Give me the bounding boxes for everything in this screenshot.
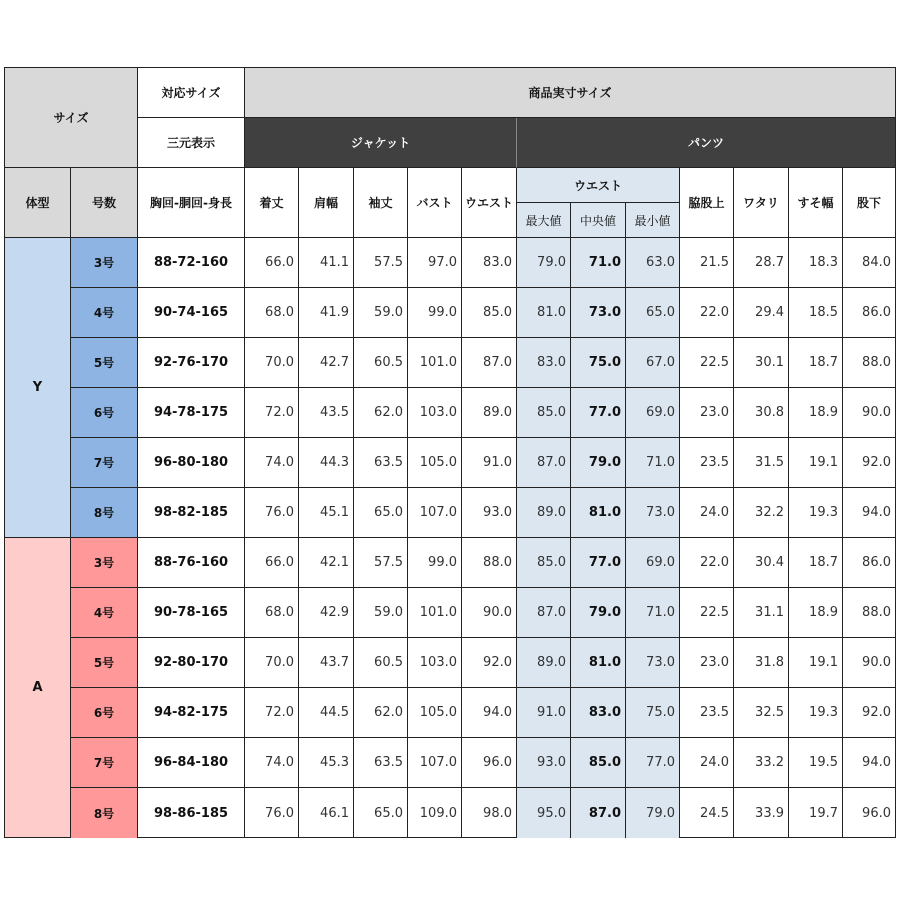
dims-cell: 90-74-165 bbox=[138, 288, 245, 338]
value-cell: 81.0 bbox=[517, 288, 571, 338]
value-cell: 19.1 bbox=[789, 438, 843, 488]
body-type-cell: A bbox=[5, 538, 71, 838]
value-cell: 18.7 bbox=[789, 538, 843, 588]
value-cell: 91.0 bbox=[462, 438, 517, 488]
value-cell: 22.0 bbox=[680, 538, 734, 588]
value-cell: 22.5 bbox=[680, 588, 734, 638]
size-number-cell: 6号 bbox=[71, 688, 138, 738]
value-cell: 22.0 bbox=[680, 288, 734, 338]
dims-cell: 92-80-170 bbox=[138, 638, 245, 688]
value-cell: 90.0 bbox=[843, 638, 895, 688]
size-number-cell: 7号 bbox=[71, 438, 138, 488]
value-cell: 18.9 bbox=[789, 588, 843, 638]
value-cell: 45.3 bbox=[299, 738, 354, 788]
value-cell: 24.0 bbox=[680, 488, 734, 538]
value-cell: 85.0 bbox=[517, 538, 571, 588]
value-cell: 67.0 bbox=[626, 338, 680, 388]
size-number-cell: 8号 bbox=[71, 788, 138, 838]
dims-cell: 98-82-185 bbox=[138, 488, 245, 538]
dims-cell: 92-76-170 bbox=[138, 338, 245, 388]
jacket-header: ジャケット bbox=[245, 118, 517, 168]
value-cell: 23.5 bbox=[680, 688, 734, 738]
three-dim-header: 三元表示 bbox=[138, 118, 245, 168]
value-cell: 83.0 bbox=[571, 688, 626, 738]
value-cell: 76.0 bbox=[245, 488, 299, 538]
dims-header: 胸回-胴回-身長 bbox=[138, 168, 245, 238]
value-cell: 86.0 bbox=[843, 538, 895, 588]
column-header: すそ幅 bbox=[789, 168, 843, 238]
size-number-cell: 8号 bbox=[71, 488, 138, 538]
value-cell: 65.0 bbox=[354, 788, 408, 838]
size-number-cell: 5号 bbox=[71, 338, 138, 388]
value-cell: 32.2 bbox=[734, 488, 789, 538]
value-cell: 43.5 bbox=[299, 388, 354, 438]
value-cell: 85.0 bbox=[571, 738, 626, 788]
dims-cell: 90-78-165 bbox=[138, 588, 245, 638]
value-cell: 30.8 bbox=[734, 388, 789, 438]
value-cell: 70.0 bbox=[245, 638, 299, 688]
dims-cell: 96-80-180 bbox=[138, 438, 245, 488]
value-cell: 33.9 bbox=[734, 788, 789, 838]
column-header: 中央値 bbox=[571, 203, 626, 238]
value-cell: 101.0 bbox=[408, 588, 462, 638]
value-cell: 62.0 bbox=[354, 388, 408, 438]
value-cell: 85.0 bbox=[517, 388, 571, 438]
value-cell: 22.5 bbox=[680, 338, 734, 388]
value-cell: 72.0 bbox=[245, 388, 299, 438]
value-cell: 96.0 bbox=[862, 805, 891, 821]
dims-cell: 94-78-175 bbox=[138, 388, 245, 438]
column-header: 股下 bbox=[843, 168, 895, 238]
value-cell: 31.1 bbox=[734, 588, 789, 638]
value-cell: 66.0 bbox=[245, 538, 299, 588]
value-cell: 93.0 bbox=[517, 738, 571, 788]
value-cell: 70.0 bbox=[245, 338, 299, 388]
value-cell: 69.0 bbox=[626, 538, 680, 588]
value-cell: 93.0 bbox=[462, 488, 517, 538]
value-cell: 42.7 bbox=[299, 338, 354, 388]
value-cell: 44.5 bbox=[299, 688, 354, 738]
column-header: 最大値 bbox=[517, 203, 571, 238]
value-cell: 24.0 bbox=[680, 738, 734, 788]
value-cell: 31.8 bbox=[734, 638, 789, 688]
value-cell: 79.0 bbox=[571, 588, 626, 638]
value-cell: 63.5 bbox=[354, 438, 408, 488]
value-cell: 107.0 bbox=[408, 488, 462, 538]
value-cell: 21.5 bbox=[680, 238, 734, 288]
value-cell: 79.0 bbox=[626, 788, 680, 838]
value-cell: 96.0 bbox=[462, 738, 517, 788]
value-cell: 41.9 bbox=[299, 288, 354, 338]
value-cell: 33.2 bbox=[734, 738, 789, 788]
value-cell: 90.0 bbox=[462, 588, 517, 638]
value-cell: 92.0 bbox=[843, 688, 895, 738]
compatible-size-header: 対応サイズ bbox=[138, 68, 245, 118]
body-type-cell: Y bbox=[5, 238, 71, 538]
size-number-cell: 4号 bbox=[71, 288, 138, 338]
value-cell: 92.0 bbox=[462, 638, 517, 688]
value-cell: 57.5 bbox=[354, 538, 408, 588]
value-cell: 65.0 bbox=[626, 288, 680, 338]
value-cell: 44.3 bbox=[299, 438, 354, 488]
dims-cell: 88-76-160 bbox=[138, 538, 245, 588]
value-cell: 81.0 bbox=[571, 638, 626, 688]
value-cell: 18.5 bbox=[789, 288, 843, 338]
value-cell: 83.0 bbox=[517, 338, 571, 388]
body-type-header: 体型 bbox=[5, 168, 71, 238]
value-cell: 59.0 bbox=[354, 588, 408, 638]
value-cell: 74.0 bbox=[245, 438, 299, 488]
value-cell: 28.7 bbox=[734, 238, 789, 288]
value-cell: 94.0 bbox=[462, 688, 517, 738]
value-cell: 66.0 bbox=[245, 238, 299, 288]
value-cell: 30.4 bbox=[734, 538, 789, 588]
value-cell: 99.0 bbox=[408, 288, 462, 338]
value-cell: 43.7 bbox=[299, 638, 354, 688]
value-cell: 73.0 bbox=[626, 638, 680, 688]
value-cell: 98.0 bbox=[462, 788, 517, 838]
value-cell: 75.0 bbox=[571, 338, 626, 388]
dims-cell: 94-82-175 bbox=[138, 688, 245, 738]
value-cell: 69.0 bbox=[626, 388, 680, 438]
column-header: 脇股上 bbox=[680, 168, 734, 238]
value-cell: 92.0 bbox=[843, 438, 895, 488]
column-header: 最小値 bbox=[626, 203, 680, 238]
value-cell: 76.0 bbox=[245, 788, 299, 838]
value-cell: 31.5 bbox=[734, 438, 789, 488]
value-cell: 95.0 bbox=[517, 788, 571, 838]
value-cell: 42.9 bbox=[299, 588, 354, 638]
value-cell: 75.0 bbox=[626, 688, 680, 738]
value-cell: 63.0 bbox=[626, 238, 680, 288]
value-cell: 74.0 bbox=[245, 738, 299, 788]
value-cell: 94.0 bbox=[843, 488, 895, 538]
value-cell: 83.0 bbox=[462, 238, 517, 288]
column-header: ワタリ bbox=[734, 168, 789, 238]
column-header: ウエスト bbox=[462, 168, 517, 238]
value-cell: 71.0 bbox=[626, 438, 680, 488]
value-cell: 87.0 bbox=[571, 788, 626, 838]
value-cell: 62.0 bbox=[354, 688, 408, 738]
product-size-header: 商品実寸サイズ bbox=[245, 68, 895, 118]
value-cell: 85.0 bbox=[462, 288, 517, 338]
value-cell: 103.0 bbox=[408, 388, 462, 438]
value-cell: 84.0 bbox=[843, 238, 895, 288]
value-cell: 99.0 bbox=[408, 538, 462, 588]
column-header: 肩幅 bbox=[299, 168, 354, 238]
value-cell: 23.0 bbox=[680, 388, 734, 438]
dims-cell: 96-84-180 bbox=[138, 738, 245, 788]
dims-cell: 88-72-160 bbox=[138, 238, 245, 288]
value-cell: 101.0 bbox=[408, 338, 462, 388]
value-cell: 88.0 bbox=[462, 538, 517, 588]
value-cell: 89.0 bbox=[517, 488, 571, 538]
value-cell: 87.0 bbox=[517, 438, 571, 488]
value-cell: 29.4 bbox=[734, 288, 789, 338]
value-cell: 79.0 bbox=[571, 438, 626, 488]
value-cell: 24.5 bbox=[680, 788, 734, 838]
value-cell: 18.9 bbox=[789, 388, 843, 438]
value-cell: 90.0 bbox=[843, 388, 895, 438]
value-cell: 91.0 bbox=[517, 688, 571, 738]
value-cell: 88.0 bbox=[843, 338, 895, 388]
value-cell: 60.5 bbox=[354, 338, 408, 388]
value-cell: 87.0 bbox=[517, 588, 571, 638]
value-cell: 19.7 bbox=[789, 788, 843, 838]
size-number-cell: 4号 bbox=[71, 588, 138, 638]
value-cell: 71.0 bbox=[571, 238, 626, 288]
value-cell: 97.0 bbox=[408, 238, 462, 288]
number-header: 号数 bbox=[71, 168, 138, 238]
size-number-cell: 3号 bbox=[71, 538, 138, 588]
value-cell: 77.0 bbox=[626, 738, 680, 788]
size-number-cell: 6号 bbox=[71, 388, 138, 438]
size-number-cell: 5号 bbox=[71, 638, 138, 688]
value-cell: 68.0 bbox=[245, 588, 299, 638]
value-cell: 105.0 bbox=[408, 438, 462, 488]
value-cell: 79.0 bbox=[517, 238, 571, 288]
value-cell: 60.5 bbox=[354, 638, 408, 688]
value-cell: 68.0 bbox=[245, 288, 299, 338]
value-cell: 45.1 bbox=[299, 488, 354, 538]
value-cell: 89.0 bbox=[462, 388, 517, 438]
value-cell: 18.7 bbox=[789, 338, 843, 388]
value-cell: 18.3 bbox=[789, 238, 843, 288]
value-cell: 87.0 bbox=[462, 338, 517, 388]
value-cell: 19.5 bbox=[789, 738, 843, 788]
dims-cell: 98-86-185 bbox=[138, 788, 245, 838]
value-cell: 30.1 bbox=[734, 338, 789, 388]
value-cell: 71.0 bbox=[626, 588, 680, 638]
value-cell: 32.5 bbox=[734, 688, 789, 738]
value-cell: 94.0 bbox=[843, 738, 895, 788]
value-cell: 57.5 bbox=[354, 238, 408, 288]
column-header: 袖丈 bbox=[354, 168, 408, 238]
value-cell: 73.0 bbox=[626, 488, 680, 538]
value-cell: 77.0 bbox=[571, 538, 626, 588]
value-cell: 103.0 bbox=[408, 638, 462, 688]
value-cell: 86.0 bbox=[843, 288, 895, 338]
value-cell: 59.0 bbox=[354, 288, 408, 338]
value-cell: 63.5 bbox=[354, 738, 408, 788]
value-cell: 81.0 bbox=[571, 488, 626, 538]
value-cell: 23.0 bbox=[680, 638, 734, 688]
value-cell: 73.0 bbox=[571, 288, 626, 338]
value-cell: 46.1 bbox=[299, 788, 354, 838]
value-cell: 89.0 bbox=[517, 638, 571, 688]
value-cell: 19.3 bbox=[789, 488, 843, 538]
value-cell: 88.0 bbox=[843, 588, 895, 638]
value-cell: 65.0 bbox=[354, 488, 408, 538]
value-cell: 41.1 bbox=[299, 238, 354, 288]
pants-header: パンツ bbox=[517, 118, 895, 168]
column-header: 着丈 bbox=[245, 168, 299, 238]
size-number-cell: 3号 bbox=[71, 238, 138, 288]
waist-group-header: ウエスト bbox=[517, 168, 680, 203]
column-header: バスト bbox=[408, 168, 462, 238]
size-header: サイズ bbox=[5, 68, 138, 168]
value-cell: 105.0 bbox=[408, 688, 462, 738]
size-number-cell: 7号 bbox=[71, 738, 138, 788]
size-table bbox=[4, 67, 896, 838]
value-cell: 23.5 bbox=[680, 438, 734, 488]
value-cell: 77.0 bbox=[571, 388, 626, 438]
value-cell: 107.0 bbox=[408, 738, 462, 788]
value-cell: 19.1 bbox=[789, 638, 843, 688]
value-cell: 109.0 bbox=[408, 788, 462, 838]
value-cell: 42.1 bbox=[299, 538, 354, 588]
value-cell: 72.0 bbox=[245, 688, 299, 738]
value-cell: 19.3 bbox=[789, 688, 843, 738]
